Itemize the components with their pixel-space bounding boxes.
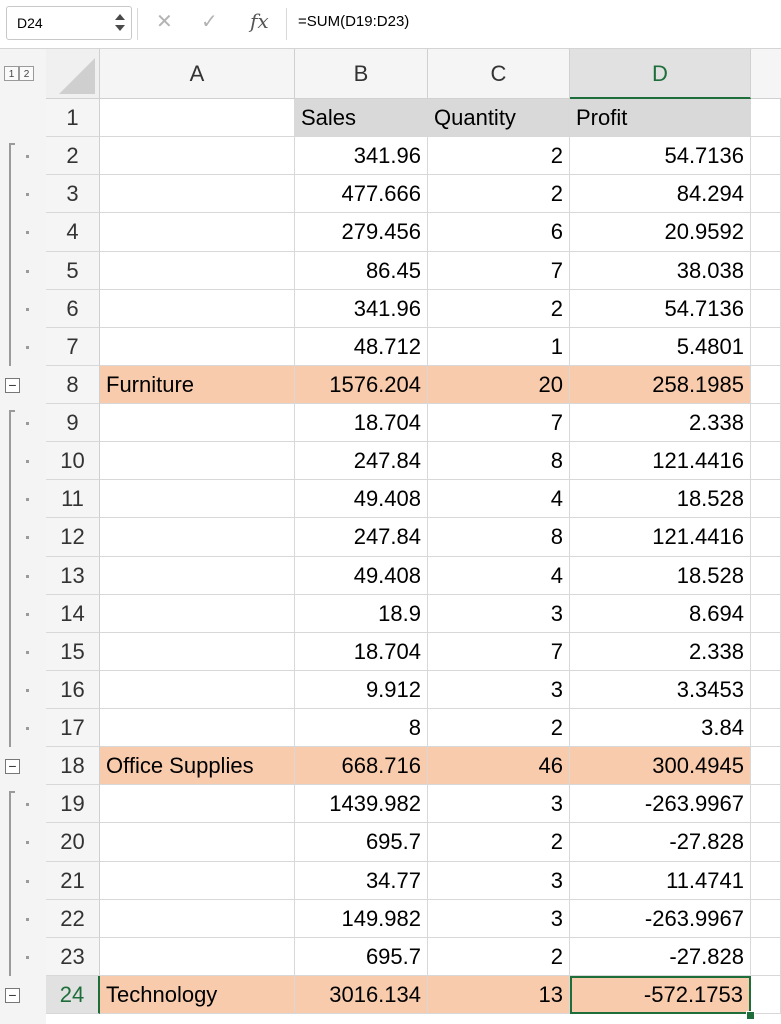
cell-a[interactable]: Technology <box>100 976 295 1014</box>
cell-e[interactable] <box>751 557 781 595</box>
row-header[interactable]: 14 <box>46 595 100 633</box>
outline-dot-icon <box>26 308 29 311</box>
cell-b[interactable]: 247.84 <box>295 518 428 556</box>
cell-e[interactable] <box>751 595 781 633</box>
row-header[interactable]: 11 <box>46 480 100 518</box>
row-header[interactable]: 1 <box>46 99 100 137</box>
cell-d[interactable]: 2.338 <box>570 404 751 442</box>
cell-e[interactable] <box>751 175 781 213</box>
cell-c[interactable]: 2 <box>428 823 570 861</box>
row-header[interactable]: 5 <box>46 252 100 290</box>
outline-group-bracket <box>9 143 15 366</box>
cell-a[interactable] <box>100 709 295 747</box>
cell-d[interactable]: -27.828 <box>570 823 751 861</box>
cell-d[interactable]: 8.694 <box>570 595 751 633</box>
cell-c[interactable]: 8 <box>428 442 570 480</box>
cancel-icon[interactable]: ✕ <box>156 11 173 33</box>
cell-b[interactable]: 49.408 <box>295 480 428 518</box>
cell-e[interactable] <box>751 823 781 861</box>
cell-a[interactable] <box>100 900 295 938</box>
cell-d[interactable]: 18.528 <box>570 480 751 518</box>
row-header[interactable]: 21 <box>46 862 100 900</box>
cell-c[interactable]: Quantity <box>428 99 570 137</box>
cell-b[interactable]: 1576.204 <box>295 366 428 404</box>
cell-c[interactable]: 3 <box>428 862 570 900</box>
outline-dot-icon <box>26 460 29 463</box>
collapse-group-icon[interactable]: − <box>5 378 20 393</box>
cell-b[interactable]: 3016.134 <box>295 976 428 1014</box>
outline-dot-icon <box>26 727 29 730</box>
outline-dot-icon <box>26 651 29 654</box>
outline-dot-icon <box>26 422 29 425</box>
cell-e[interactable] <box>751 404 781 442</box>
cell-d[interactable]: -263.9967 <box>570 785 751 823</box>
cell-d[interactable]: 3.3453 <box>570 671 751 709</box>
row-header[interactable]: 15 <box>46 633 100 671</box>
cell-a[interactable] <box>100 175 295 213</box>
cell-e[interactable] <box>751 671 781 709</box>
cell-d[interactable]: 84.294 <box>570 175 751 213</box>
enter-icon[interactable]: ✓ <box>201 11 218 33</box>
cell-d[interactable]: 121.4416 <box>570 518 751 556</box>
cell-d[interactable]: 54.7136 <box>570 290 751 328</box>
cell-b[interactable]: 18.704 <box>295 633 428 671</box>
cell-c[interactable]: 2 <box>428 290 570 328</box>
cell-c[interactable]: 7 <box>428 404 570 442</box>
outline-dot-icon <box>26 956 29 959</box>
cell-d[interactable]: 2.338 <box>570 633 751 671</box>
cell-d[interactable]: Profit <box>570 99 751 137</box>
cell-c[interactable]: 13 <box>428 976 570 1014</box>
cell-e[interactable] <box>751 366 781 404</box>
cell-c[interactable]: 6 <box>428 213 570 251</box>
outline-dot-icon <box>26 880 29 883</box>
cell-d[interactable]: 121.4416 <box>570 442 751 480</box>
cell-c[interactable]: 2 <box>428 938 570 976</box>
row-header[interactable]: 8 <box>46 366 100 404</box>
outline-group-bracket <box>9 410 15 747</box>
outline-dot-icon <box>26 536 29 539</box>
outline-level-1-button[interactable]: 1 <box>4 66 19 81</box>
cell-a[interactable] <box>100 328 295 366</box>
cell-d[interactable]: 5.4801 <box>570 328 751 366</box>
cell-c[interactable]: 8 <box>428 518 570 556</box>
divider <box>286 8 287 40</box>
row-header[interactable]: 22 <box>46 900 100 938</box>
column-header-c[interactable]: C <box>428 49 570 99</box>
cell-b[interactable]: 341.96 <box>295 290 428 328</box>
cell-b[interactable]: 18.9 <box>295 595 428 633</box>
outline-level-2-button[interactable]: 2 <box>19 66 34 81</box>
chevron-down-icon[interactable] <box>115 25 125 31</box>
cell-c[interactable]: 4 <box>428 480 570 518</box>
cell-d[interactable]: 300.4945 <box>570 747 751 785</box>
row-header[interactable]: 23 <box>46 938 100 976</box>
cell-b[interactable]: 695.7 <box>295 938 428 976</box>
cell-c[interactable]: 4 <box>428 557 570 595</box>
cell-e[interactable] <box>751 137 781 175</box>
outline-dot-icon <box>26 613 29 616</box>
outline-dot-icon <box>26 193 29 196</box>
cell-a[interactable] <box>100 480 295 518</box>
outline-dot-icon <box>26 689 29 692</box>
cell-e[interactable] <box>751 518 781 556</box>
cell-d[interactable]: 258.1985 <box>570 366 751 404</box>
cell-e[interactable] <box>751 938 781 976</box>
cell-e[interactable] <box>751 709 781 747</box>
cell-e[interactable] <box>751 213 781 251</box>
outline-gutter <box>0 49 46 1024</box>
cell-a[interactable]: Furniture <box>100 366 295 404</box>
cell-d[interactable]: 38.038 <box>570 252 751 290</box>
cell-a[interactable] <box>100 213 295 251</box>
cell-d[interactable]: -27.828 <box>570 938 751 976</box>
outline-dot-icon <box>26 346 29 349</box>
cell-c[interactable]: 3 <box>428 595 570 633</box>
outline-dot-icon <box>26 231 29 234</box>
divider <box>137 8 138 40</box>
outline-level-buttons <box>4 64 34 82</box>
cell-a[interactable] <box>100 99 295 137</box>
cell-a[interactable] <box>100 862 295 900</box>
cell-b[interactable]: 48.712 <box>295 328 428 366</box>
cell-a[interactable] <box>100 290 295 328</box>
row-header[interactable]: 17 <box>46 709 100 747</box>
row-header[interactable]: 12 <box>46 518 100 556</box>
row-header[interactable]: 4 <box>46 213 100 251</box>
name-box[interactable] <box>6 6 132 40</box>
cell-c[interactable]: 2 <box>428 175 570 213</box>
cell-b[interactable]: 18.704 <box>295 404 428 442</box>
formula-input[interactable]: =SUM(D19:D23) <box>298 13 410 30</box>
cell-a[interactable] <box>100 252 295 290</box>
cell-e[interactable] <box>751 862 781 900</box>
cell-c[interactable]: 7 <box>428 633 570 671</box>
outline-dot-icon <box>26 270 29 273</box>
cell-b[interactable]: 49.408 <box>295 557 428 595</box>
column-header-b[interactable]: B <box>295 49 428 99</box>
cell-a[interactable] <box>100 595 295 633</box>
row-header[interactable]: 10 <box>46 442 100 480</box>
insert-function-icon[interactable]: fx <box>250 9 269 33</box>
row-header[interactable]: 7 <box>46 328 100 366</box>
select-all-button[interactable] <box>46 49 100 99</box>
cell-e[interactable] <box>751 633 781 671</box>
cell-d[interactable]: 18.528 <box>570 557 751 595</box>
row-header[interactable]: 3 <box>46 175 100 213</box>
row-header[interactable]: 20 <box>46 823 100 861</box>
outline-dot-icon <box>26 575 29 578</box>
outline-group-bracket <box>9 791 15 976</box>
cell-a[interactable]: Office Supplies <box>100 747 295 785</box>
formula-bar <box>0 0 781 49</box>
cell-d[interactable]: 11.4741 <box>570 862 751 900</box>
cell-b[interactable]: 279.456 <box>295 213 428 251</box>
chevron-up-icon[interactable] <box>115 14 125 20</box>
cell-e[interactable] <box>751 747 781 785</box>
cell-d[interactable]: -263.9967 <box>570 900 751 938</box>
cell-b[interactable]: 477.666 <box>295 175 428 213</box>
cell-b[interactable]: 86.45 <box>295 252 428 290</box>
name-box-stepper[interactable] <box>113 11 127 35</box>
cell-a[interactable] <box>100 785 295 823</box>
cell-b[interactable]: 341.96 <box>295 137 428 175</box>
cell-b[interactable]: 8 <box>295 709 428 747</box>
row-header[interactable]: 16 <box>46 671 100 709</box>
cell-b[interactable]: Sales <box>295 99 428 137</box>
cell-c[interactable]: 2 <box>428 709 570 747</box>
cell-c[interactable]: 7 <box>428 252 570 290</box>
cell-a[interactable] <box>100 557 295 595</box>
cell-c[interactable]: 3 <box>428 671 570 709</box>
cell-a[interactable] <box>100 823 295 861</box>
cell-c[interactable]: 20 <box>428 366 570 404</box>
cell-e[interactable] <box>751 785 781 823</box>
row-header[interactable]: 13 <box>46 557 100 595</box>
cell-a[interactable] <box>100 938 295 976</box>
collapse-group-icon[interactable]: − <box>5 759 20 774</box>
cell-b[interactable]: 9.912 <box>295 671 428 709</box>
cell-b[interactable]: 149.982 <box>295 900 428 938</box>
cell-e[interactable] <box>751 976 781 1014</box>
select-all-icon <box>59 58 95 94</box>
cell-a[interactable] <box>100 633 295 671</box>
cell-a[interactable] <box>100 442 295 480</box>
outline-dot-icon <box>26 498 29 501</box>
cell-c[interactable]: 2 <box>428 137 570 175</box>
cell-b[interactable]: 668.716 <box>295 747 428 785</box>
name-box-value: D24 <box>17 15 43 31</box>
cell-b[interactable]: 695.7 <box>295 823 428 861</box>
row-header[interactable]: 18 <box>46 747 100 785</box>
cell-e[interactable] <box>751 252 781 290</box>
cell-c[interactable]: 1 <box>428 328 570 366</box>
cell-e[interactable] <box>751 99 781 137</box>
cell-a[interactable] <box>100 404 295 442</box>
cell-e[interactable] <box>751 900 781 938</box>
fill-handle[interactable] <box>746 1011 755 1020</box>
cell-c[interactable]: 3 <box>428 900 570 938</box>
outline-dot-icon <box>26 918 29 921</box>
outline-dot-icon <box>26 841 29 844</box>
cell-c[interactable]: 3 <box>428 785 570 823</box>
row-header[interactable]: 2 <box>46 137 100 175</box>
cell-a[interactable] <box>100 137 295 175</box>
cell-e[interactable] <box>751 442 781 480</box>
row-header[interactable]: 24 <box>46 976 100 1014</box>
cell-d[interactable]: 20.9592 <box>570 213 751 251</box>
cell-d[interactable]: 3.84 <box>570 709 751 747</box>
row-header[interactable]: 19 <box>46 785 100 823</box>
cell-e[interactable] <box>751 290 781 328</box>
cell-d[interactable]: 54.7136 <box>570 137 751 175</box>
cell-e[interactable] <box>751 480 781 518</box>
cell-b[interactable]: 34.77 <box>295 862 428 900</box>
cell-a[interactable] <box>100 671 295 709</box>
collapse-group-icon[interactable]: − <box>5 988 20 1003</box>
outline-dot-icon <box>26 155 29 158</box>
row-header[interactable]: 9 <box>46 404 100 442</box>
cell-e[interactable] <box>751 328 781 366</box>
active-cell[interactable]: -572.1753 <box>570 976 751 1014</box>
outline-dot-icon <box>26 803 29 806</box>
row-header[interactable]: 6 <box>46 290 100 328</box>
cell-b[interactable]: 247.84 <box>295 442 428 480</box>
column-header-a[interactable]: A <box>100 49 295 99</box>
cell-c[interactable]: 46 <box>428 747 570 785</box>
column-header-e[interactable] <box>751 49 781 99</box>
column-header-d[interactable]: D <box>570 49 751 99</box>
cell-b[interactable]: 1439.982 <box>295 785 428 823</box>
cell-a[interactable] <box>100 518 295 556</box>
